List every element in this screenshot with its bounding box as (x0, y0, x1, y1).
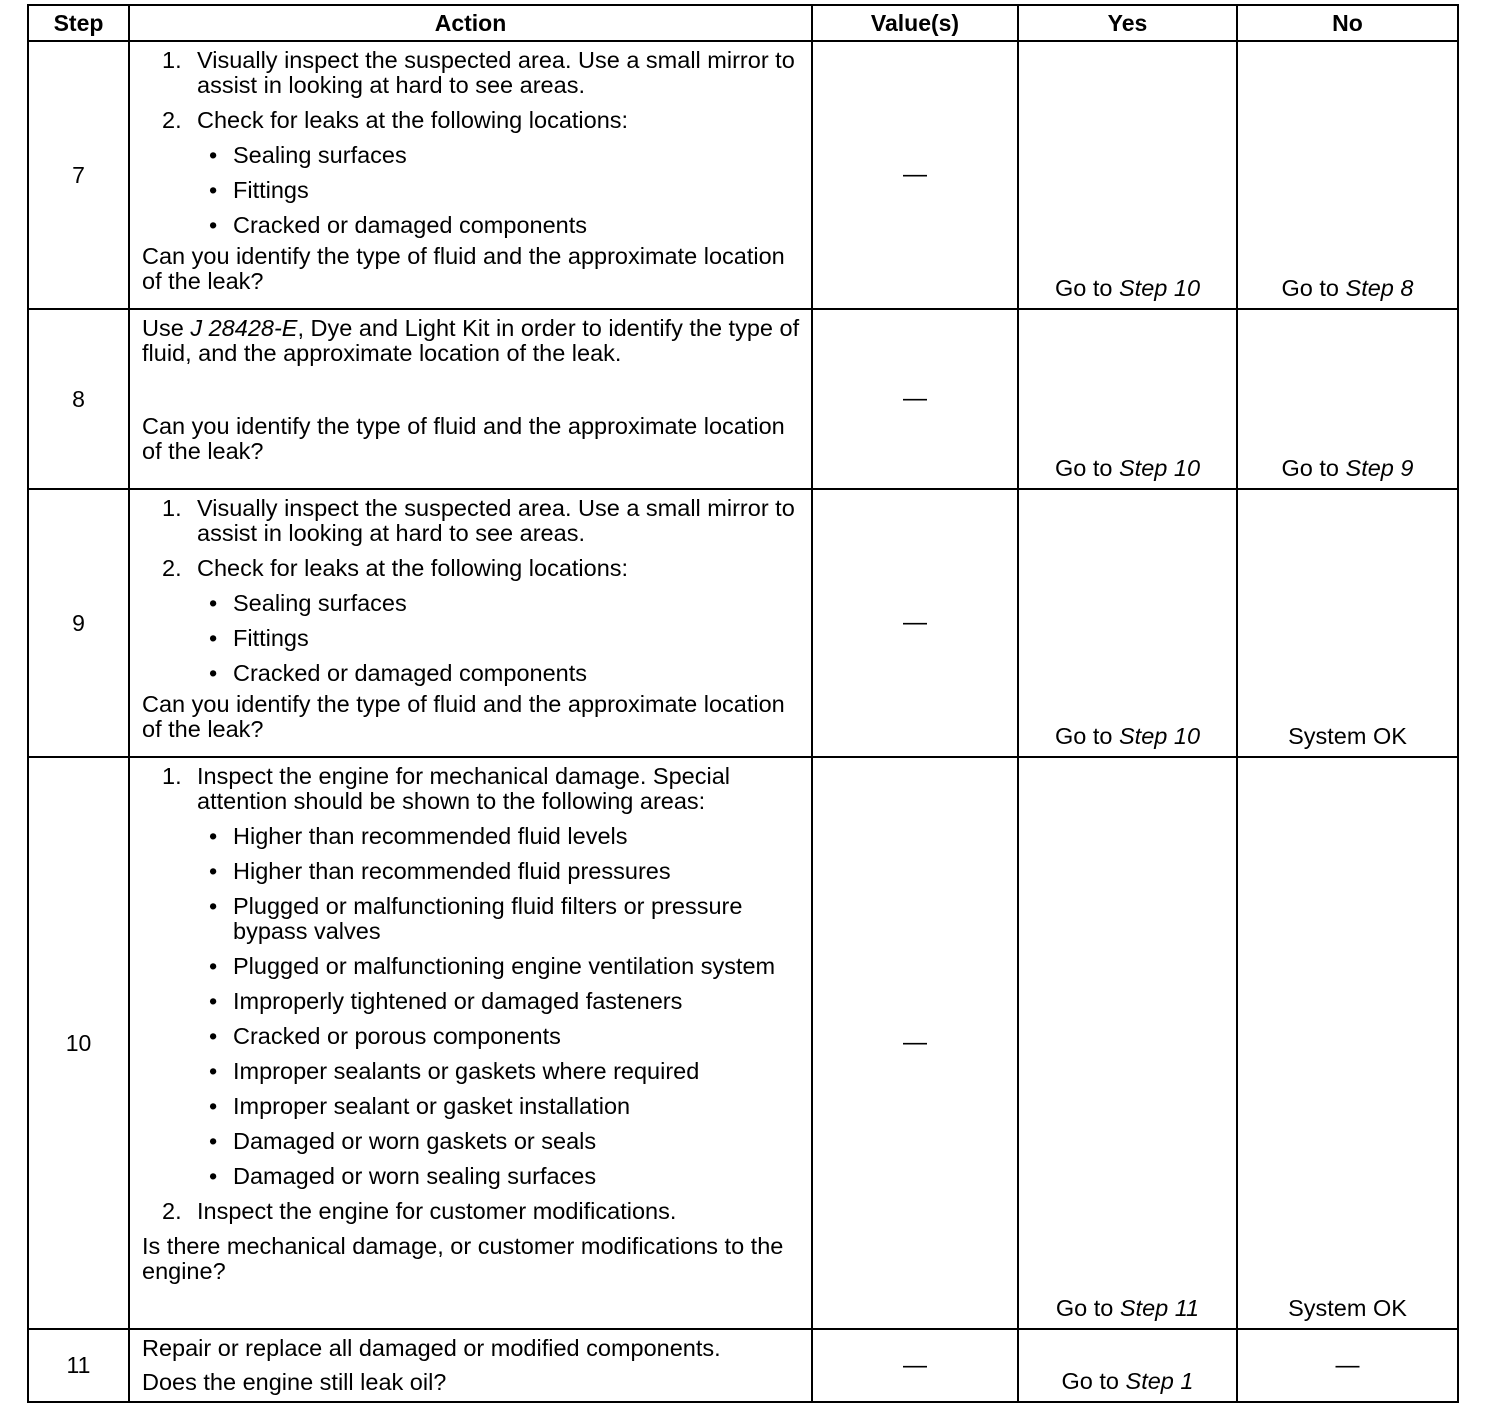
list-item: 1. Visually inspect the suspected area. Use a small mirror to assist in looking at hard to see areas. (162, 495, 795, 546)
value-cell: — (812, 489, 1018, 757)
step-link[interactable]: Step 10 (1119, 455, 1201, 481)
header-no: No (1237, 5, 1458, 41)
action-cell (129, 41, 812, 309)
step-link[interactable]: Step 11 (1119, 1295, 1200, 1321)
list-item: 1. Inspect the engine for mechanical damage. Special attention should be shown to the following areas: (162, 763, 730, 814)
tool-reference: J 28428-E (190, 315, 298, 341)
list-item: 1. Visually inspect the suspected area. Use a small mirror to assist in looking at hard to see areas. (162, 47, 795, 98)
bullet-item: • Damaged or worn sealing surfaces (209, 1163, 597, 1189)
step-number: 8 (28, 309, 129, 489)
header-values: Value(s) (812, 5, 1018, 41)
question-text: Can you identify the type of fluid and the approximate location of the leak? (142, 243, 785, 294)
step-link[interactable]: Step 9 (1345, 455, 1414, 481)
table-row-step-9 (28, 489, 1458, 757)
action-cell (129, 757, 812, 1329)
question-text: Can you identify the type of fluid and the approximate location of the leak? (142, 691, 785, 742)
list-item: 2. Check for leaks at the following locations: (162, 107, 629, 133)
header-row (28, 5, 1458, 41)
table-row-step-10 (28, 757, 1458, 1329)
instruction-text: Repair or replace all damaged or modified components. (142, 1335, 721, 1361)
bullet-item: • Improper sealants or gaskets where required (209, 1058, 700, 1084)
yes-cell: Go to Step 11 (1018, 757, 1237, 1329)
step-number: 11 (28, 1329, 129, 1402)
action-cell (129, 489, 812, 757)
step-number: 7 (28, 41, 129, 309)
value-cell: — (812, 757, 1018, 1329)
bullet-item: • Plugged or malfunctioning engine ventilation system (209, 953, 776, 979)
bullet-item: • Sealing surfaces (209, 142, 407, 168)
value-cell: — (812, 1329, 1018, 1402)
no-cell: System OK (1237, 757, 1458, 1329)
table-row-step-11 (28, 1329, 1458, 1402)
bullet-item: • Damaged or worn gaskets or seals (209, 1128, 597, 1154)
bullet-item: • Improper sealant or gasket installation (209, 1093, 631, 1119)
bullet-item: • Fittings (209, 177, 309, 203)
bullet-item: • Higher than recommended fluid pressures (209, 858, 671, 884)
diagnostic-table (27, 4, 1459, 1403)
step-number: 10 (28, 757, 129, 1329)
step-number: 9 (28, 489, 129, 757)
table-row-step-7 (28, 41, 1458, 309)
list-item: 2. Inspect the engine for customer modifications. (162, 1198, 677, 1224)
bullet-item: • Higher than recommended fluid levels (209, 823, 628, 849)
list-item: 2. Check for leaks at the following locations: (162, 555, 629, 581)
question-text: Is there mechanical damage, or customer modifications to the engine? (142, 1233, 784, 1284)
no-cell: — (1237, 1329, 1458, 1402)
bullet-item: • Plugged or malfunctioning fluid filters or pressure bypass valves (209, 893, 743, 944)
action-cell (129, 1329, 812, 1402)
yes-cell: Go to Step 1 (1018, 1329, 1237, 1402)
no-cell: System OK (1237, 489, 1458, 757)
step-link[interactable]: Step 10 (1119, 723, 1201, 749)
header-action: Action (129, 5, 812, 41)
table-row-step-8 (28, 309, 1458, 489)
no-cell: Go to Step 9 (1237, 309, 1458, 489)
yes-cell: Go to Step 10 (1018, 489, 1237, 757)
yes-cell: Go to Step 10 (1018, 309, 1237, 489)
bullet-item: • Cracked or damaged components (209, 660, 588, 686)
no-cell: Go to Step 8 (1237, 41, 1458, 309)
step-link[interactable]: Step 10 (1119, 275, 1201, 301)
bullet-item: • Cracked or damaged components (209, 212, 588, 238)
instruction-text: Use J 28428-E, Dye and Light Kit in order to identify the type of fluid, and the approximate location of the leak. (142, 315, 800, 366)
bullet-item: • Fittings (209, 625, 309, 651)
bullet-item: • Cracked or porous components (209, 1023, 561, 1049)
value-cell: — (812, 41, 1018, 309)
value-cell: — (812, 309, 1018, 489)
bullet-item: • Improperly tightened or damaged fasteners (209, 988, 683, 1014)
header-yes: Yes (1018, 5, 1237, 41)
step-link[interactable]: Step 8 (1345, 275, 1414, 301)
question-text: Can you identify the type of fluid and the approximate location of the leak? (142, 413, 785, 464)
bullet-item: • Sealing surfaces (209, 590, 407, 616)
yes-cell: Go to Step 10 (1018, 41, 1237, 309)
question-text: Does the engine still leak oil? (142, 1369, 447, 1395)
action-cell (129, 309, 812, 489)
header-step: Step (28, 5, 129, 41)
step-link[interactable]: Step 1 (1125, 1368, 1194, 1394)
